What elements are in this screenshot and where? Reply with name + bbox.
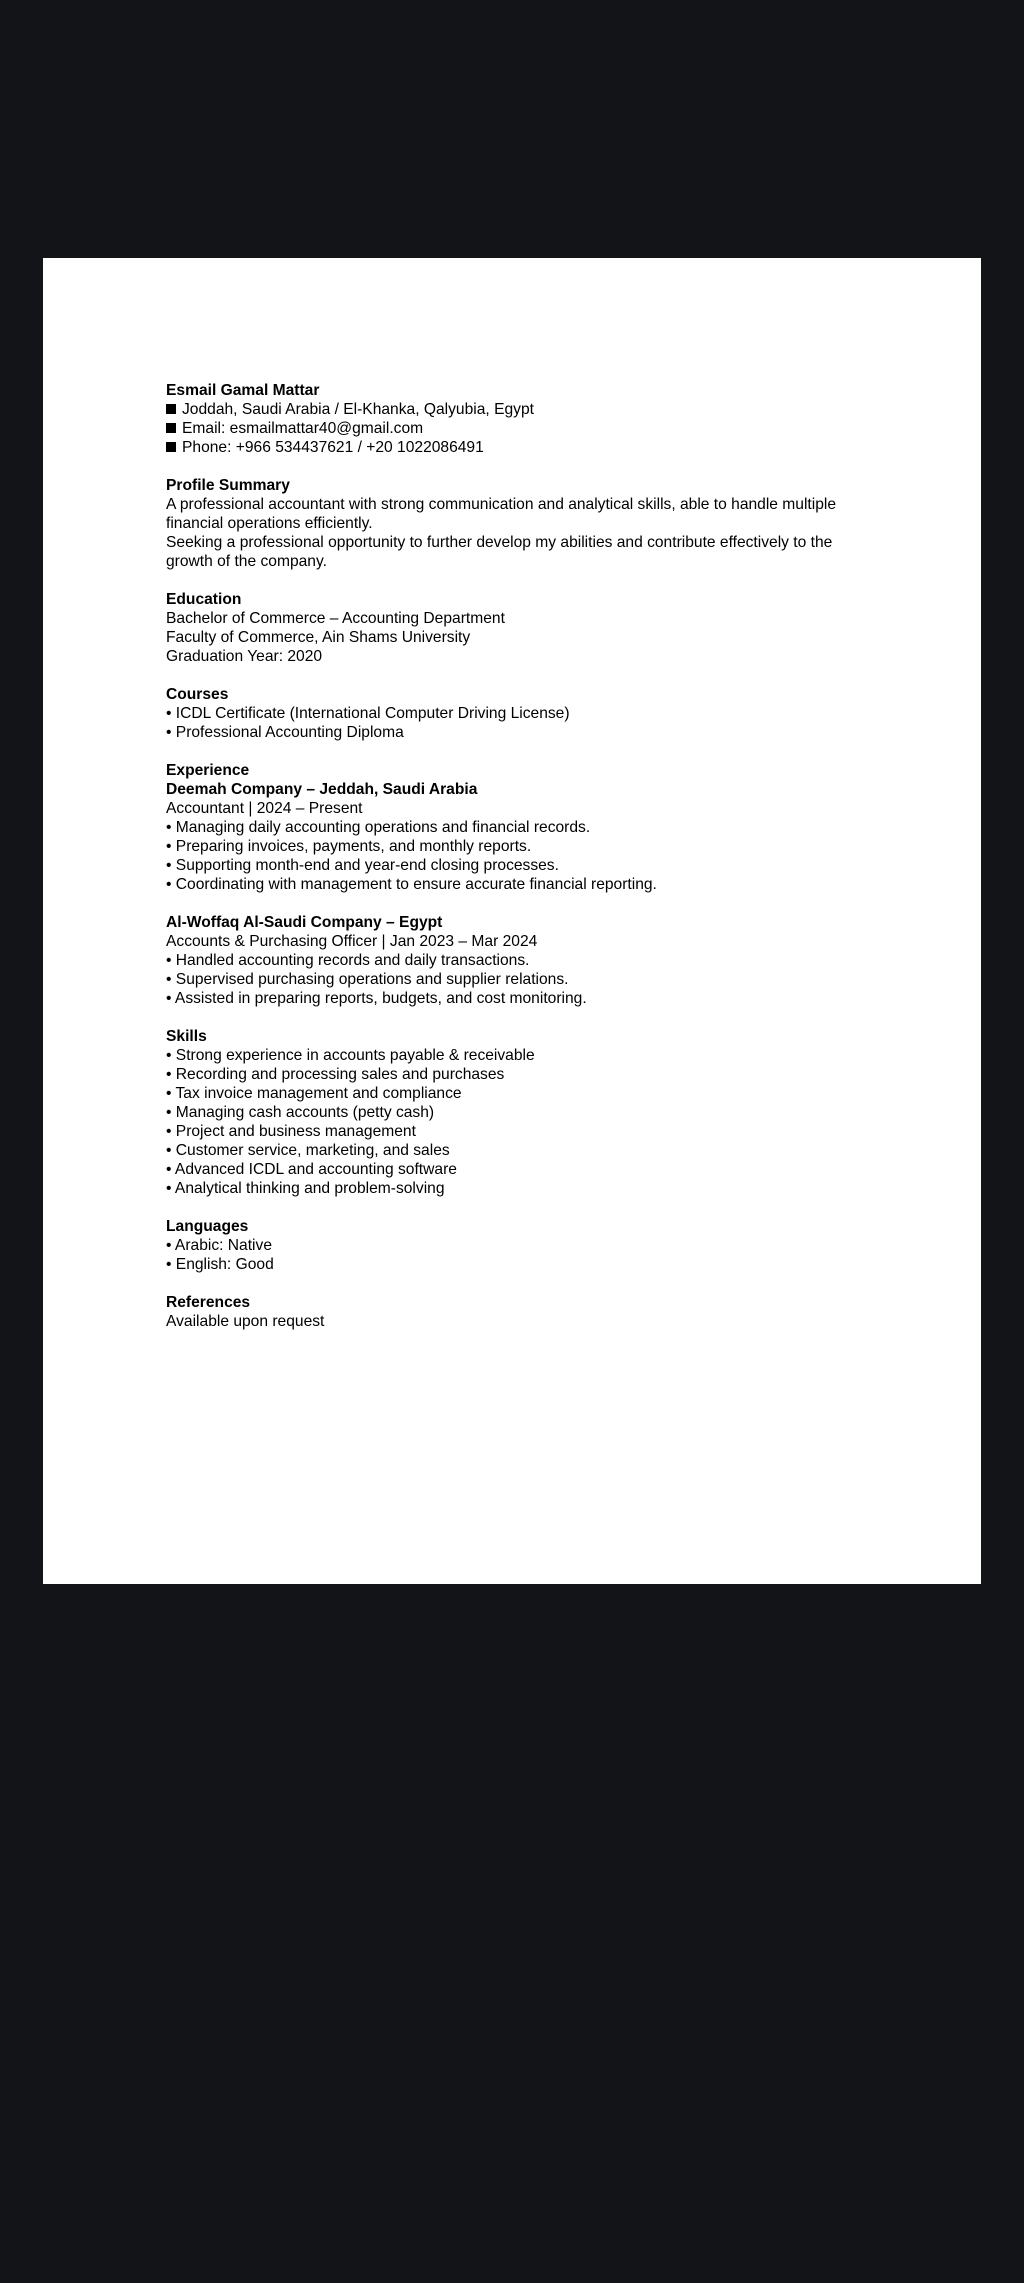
spacer (166, 1274, 946, 1293)
education-line: Faculty of Commerce, Ain Shams University (166, 629, 471, 646)
job-duty: • Supporting month-end and year-end closing processes. (166, 857, 559, 874)
education-line: Graduation Year: 2020 (166, 648, 323, 665)
spacer (166, 1198, 946, 1217)
job-duty: • Coordinating with management to ensure accurate financial reporting. (166, 876, 657, 893)
section-heading-education: Education (166, 591, 242, 608)
email-text: Email: esmailmattar40@gmail.com (182, 420, 424, 437)
section-heading-skills: Skills (166, 1028, 207, 1045)
skill-item: • Managing cash accounts (petty cash) (166, 1104, 435, 1121)
job-duty: • Assisted in preparing reports, budgets, and cost monitoring. (166, 990, 587, 1007)
skill-item: • Recording and processing sales and purchases (166, 1066, 505, 1083)
section-heading-profile: Profile Summary (166, 477, 290, 494)
spacer (166, 894, 946, 913)
course-item: • ICDL Certificate (International Computer Driving License) (166, 705, 570, 722)
black-square-icon (166, 442, 176, 452)
skill-item: • Analytical thinking and problem-solving (166, 1180, 445, 1197)
contact-phone (166, 438, 946, 457)
references-text: Available upon request (166, 1313, 325, 1330)
profile-line: growth of the company. (166, 553, 327, 570)
job-role: Accountant | 2024 – Present (166, 800, 363, 817)
profile-line: financial operations efficiently. (166, 515, 373, 532)
course-item: • Professional Accounting Diploma (166, 724, 404, 741)
job-duty: • Supervised purchasing operations and supplier relations. (166, 971, 569, 988)
job-duty: • Preparing invoices, payments, and monthly reports. (166, 838, 532, 855)
contact-email (166, 419, 946, 438)
skill-item: • Tax invoice management and compliance (166, 1085, 462, 1102)
job-company: Deemah Company – Jeddah, Saudi Arabia (166, 781, 478, 798)
location-text: Joddah, Saudi Arabia / El-Khanka, Qalyubia, Egypt (182, 401, 534, 418)
spacer (166, 457, 946, 476)
profile-line: A professional accountant with strong communication and analytical skills, able to handle multiple (166, 496, 837, 513)
section-heading-experience: Experience (166, 762, 250, 779)
section-heading-languages: Languages (166, 1218, 249, 1235)
spacer (166, 571, 946, 590)
resume-page (43, 258, 981, 1584)
education-line: Bachelor of Commerce – Accounting Department (166, 610, 505, 627)
language-item: • English: Good (166, 1256, 274, 1273)
skill-item: • Advanced ICDL and accounting software (166, 1161, 457, 1178)
skill-item: • Customer service, marketing, and sales (166, 1142, 450, 1159)
profile-line: Seeking a professional opportunity to further develop my abilities and contribute effectively to the (166, 534, 833, 551)
contact-location (166, 400, 946, 419)
candidate-name: Esmail Gamal Mattar (166, 382, 320, 399)
black-square-icon (166, 423, 176, 433)
spacer (166, 1008, 946, 1027)
phone-text: Phone: +966 534437621 / +20 1022086491 (182, 439, 484, 456)
resume-content (166, 381, 946, 1331)
language-item: • Arabic: Native (166, 1237, 272, 1254)
skill-item: • Strong experience in accounts payable & receivable (166, 1047, 535, 1064)
job-duty: • Managing daily accounting operations and financial records. (166, 819, 591, 836)
section-heading-courses: Courses (166, 686, 229, 703)
job-role: Accounts & Purchasing Officer | Jan 2023 – Mar 2024 (166, 933, 538, 950)
job-duty: • Handled accounting records and daily transactions. (166, 952, 530, 969)
skill-item: • Project and business management (166, 1123, 416, 1140)
spacer (166, 666, 946, 685)
section-heading-references: References (166, 1294, 251, 1311)
black-square-icon (166, 404, 176, 414)
spacer (166, 742, 946, 761)
job-company: Al-Woffaq Al-Saudi Company – Egypt (166, 914, 443, 931)
